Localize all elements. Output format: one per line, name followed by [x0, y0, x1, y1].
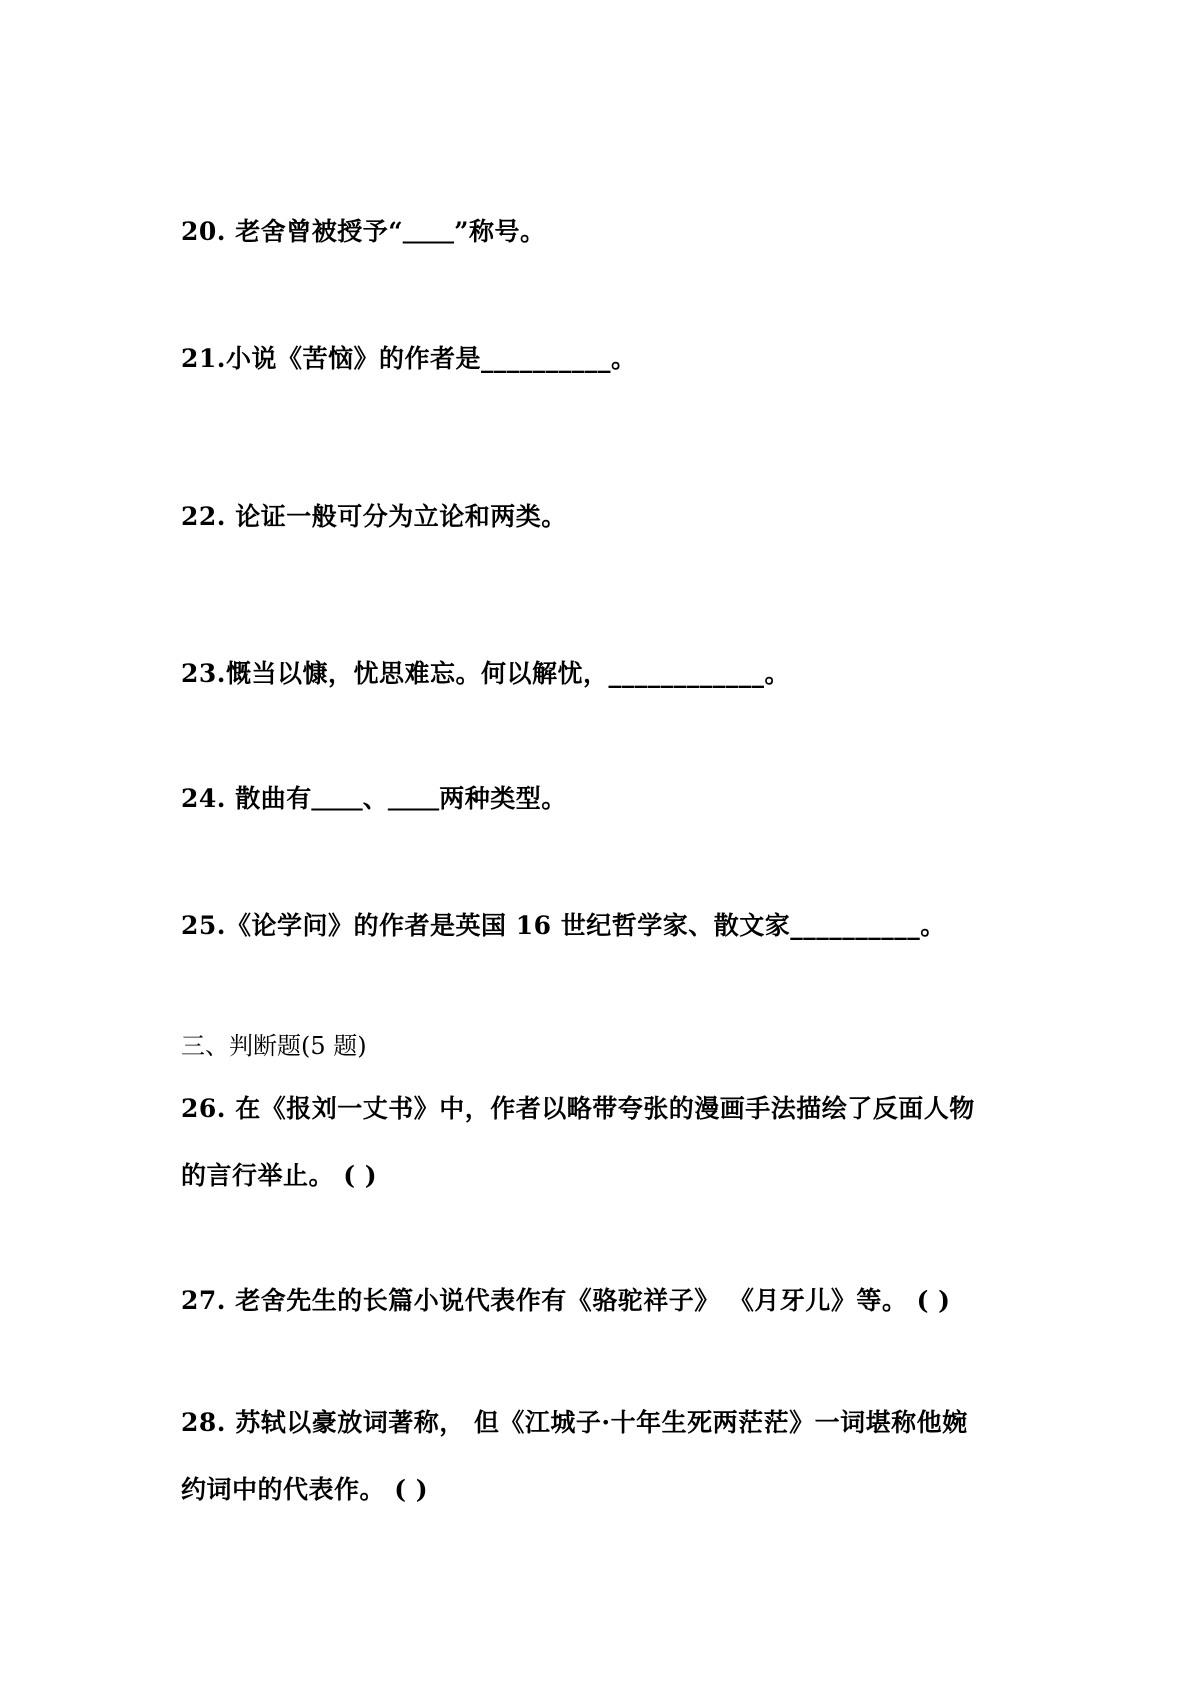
question-27: 27. 老舍先生的长篇小说代表作有《骆驼祥子》 《月牙儿》等。 ( ): [181, 1286, 951, 1315]
question-26-line-1: 26. 在《报刘一丈书》中，作者以略带夸张的漫画手法描绘了反面人物: [181, 1094, 975, 1123]
question-20: 20. 老舍曾被授予“＿＿”称号。: [181, 217, 546, 246]
question-28-line-2: 约词中的代表作。 ( ): [181, 1475, 429, 1504]
question-28-line-1: 28. 苏轼以豪放词著称， 但《江城子·十年生死两茫茫》一词堪称他婉: [181, 1408, 968, 1437]
question-25: 25.《论学问》的作者是英国 16 世纪哲学家、散文家__________。: [181, 911, 946, 940]
question-26-line-2: 的言行举止。 ( ): [181, 1161, 378, 1190]
question-23: 23.慨当以慷，忧思难忘。何以解忧，____________。: [181, 659, 790, 688]
question-24: 24. 散曲有＿＿、＿＿两种类型。: [181, 784, 567, 813]
question-21: 21.小说《苦恼》的作者是__________。: [181, 344, 637, 373]
question-22: 22. 论证一般可分为立论和两类。: [181, 502, 567, 531]
section-heading: 三、判断题(5 题): [181, 1032, 367, 1060]
